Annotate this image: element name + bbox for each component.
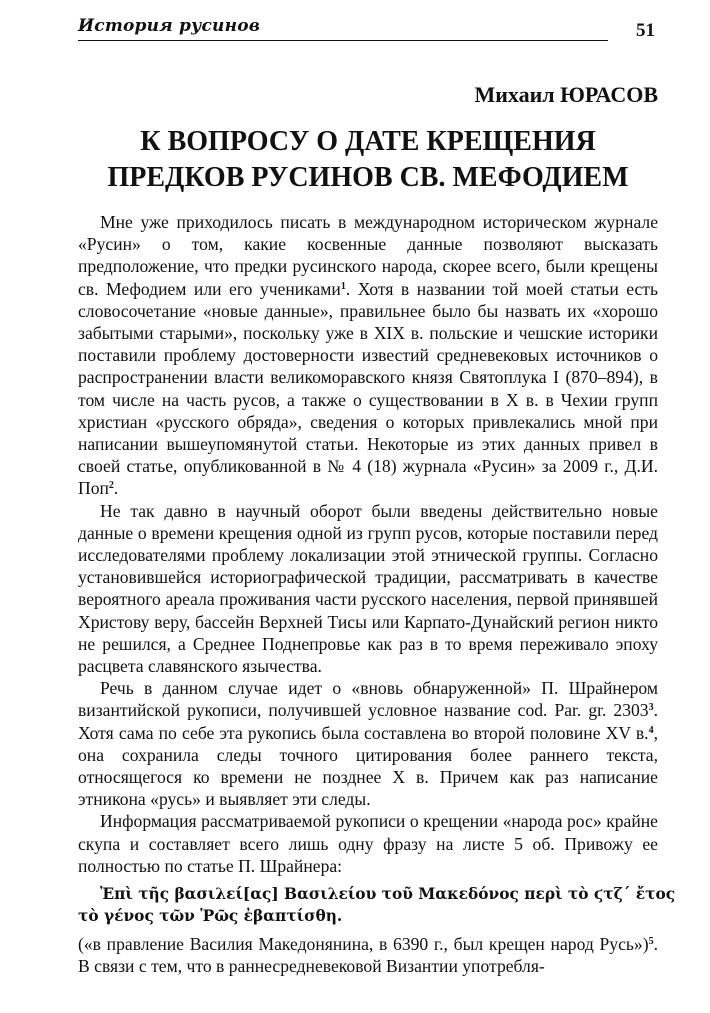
greek-quotation-line-1: Ἐπὶ τῆς βασιλεί[ας] Βασιλείου τοῦ Μακεδόνος περὶ τὸ ϛτζ´ ἔτος (100, 885, 676, 904)
greek-quotation (78, 883, 676, 927)
greek-quotation-line-2: τὸ γένος τῶν Ῥῶς ἐβαπτίσθη. (78, 907, 343, 926)
paragraph-1: Мне уже приходилось писать в международном историческом журнале «Русин» о том, какие косвенные данные позволяют высказать предположение, что предки русинского народа, скорее всего, были крещены св. Мефодием или его учениками$^1$. Хотя в названии той моей статьи есть словосочетание «новые данные», правильнее было бы назвать их «хорошо забытыми старыми», поскольку уже в XIX в. польские и чешские историки поставили проблему достоверности известий средневековых источников о распространении власти великоморавского князя Святоплука I (870–894), в том числе на часть русов, а также о существовании в X в. в Чехии групп христиан «русского обряда», сведения о которых привлекались мной при написании вышеупомянутой статьи. Некоторые из этих данных привел в своей статье, опубликованной в № 4 (18) журнала «Русин» за 2009 г., Д.И. Поп$^2$. (78, 212, 659, 499)
footnote-ref-3: 3 (648, 702, 654, 714)
footnote-ref-5: 5 (648, 936, 654, 948)
running-head (78, 14, 608, 41)
article-title-line-1: К ВОПРОСУ О ДАТЕ КРЕЩЕНИЯ (140, 126, 596, 157)
footnote-ref-2: 2 (108, 480, 114, 492)
paragraph-4: Информация рассматриваемой рукописи о крещении «народа рос» крайне скупа и составляет всего лишь одну фразу на листе 5 об. Привожу ее полностью по статье П. Шрайнера: (78, 811, 658, 876)
translation-paragraph: («в правление Василия Македонянина, в 6390 г., был крещен народ Русь»)$^5$. В связи с тем, что в раннесредневековой Византии употребля- (78, 934, 658, 977)
author-name: Михаил ЮРАСОВ (474, 82, 658, 107)
running-title: История русинов (78, 16, 261, 36)
paragraph-3: Речь в данном случае идет о «вновь обнаруженной» П. Шрайнером византийской рукописи, получившей условное название cod. Par. gr. 2303$^3$. Хотя сама по себе эта рукопись была составлена во второй половине XV в.$^4$, она сохранила следы точного цитирования более раннего текста, относящегося ко времени не позднее X в. Причем как раз написание этникона «русь» и выявляет эти следы. (78, 678, 658, 810)
article-body (78, 211, 676, 978)
page-number: 51 (636, 20, 655, 41)
article-title-line-2: ПРЕДКОВ РУСИНОВ СВ. МЕФОДИЕМ (107, 162, 629, 193)
paragraph-2: Не так давно в научный оборот были введены действительно новые данные о времени крещения одной из групп русов, которые поставили перед исследователями проблему локализации этой этнической группы. Согласно установившейся историографической традиции, рассматривать в качестве вероятного ареала проживания части русского населения, первой принявшей Христову веру, бассейн Верхней Тисы или Карпато-Дунайский регион никто не решился, а Среднее Поднепровье как раз в то время переживало эпоху расцвета славянского язычества. (78, 500, 658, 677)
footnote-ref-4: 4 (648, 724, 654, 736)
footnote-ref-1: 1 (340, 280, 346, 292)
